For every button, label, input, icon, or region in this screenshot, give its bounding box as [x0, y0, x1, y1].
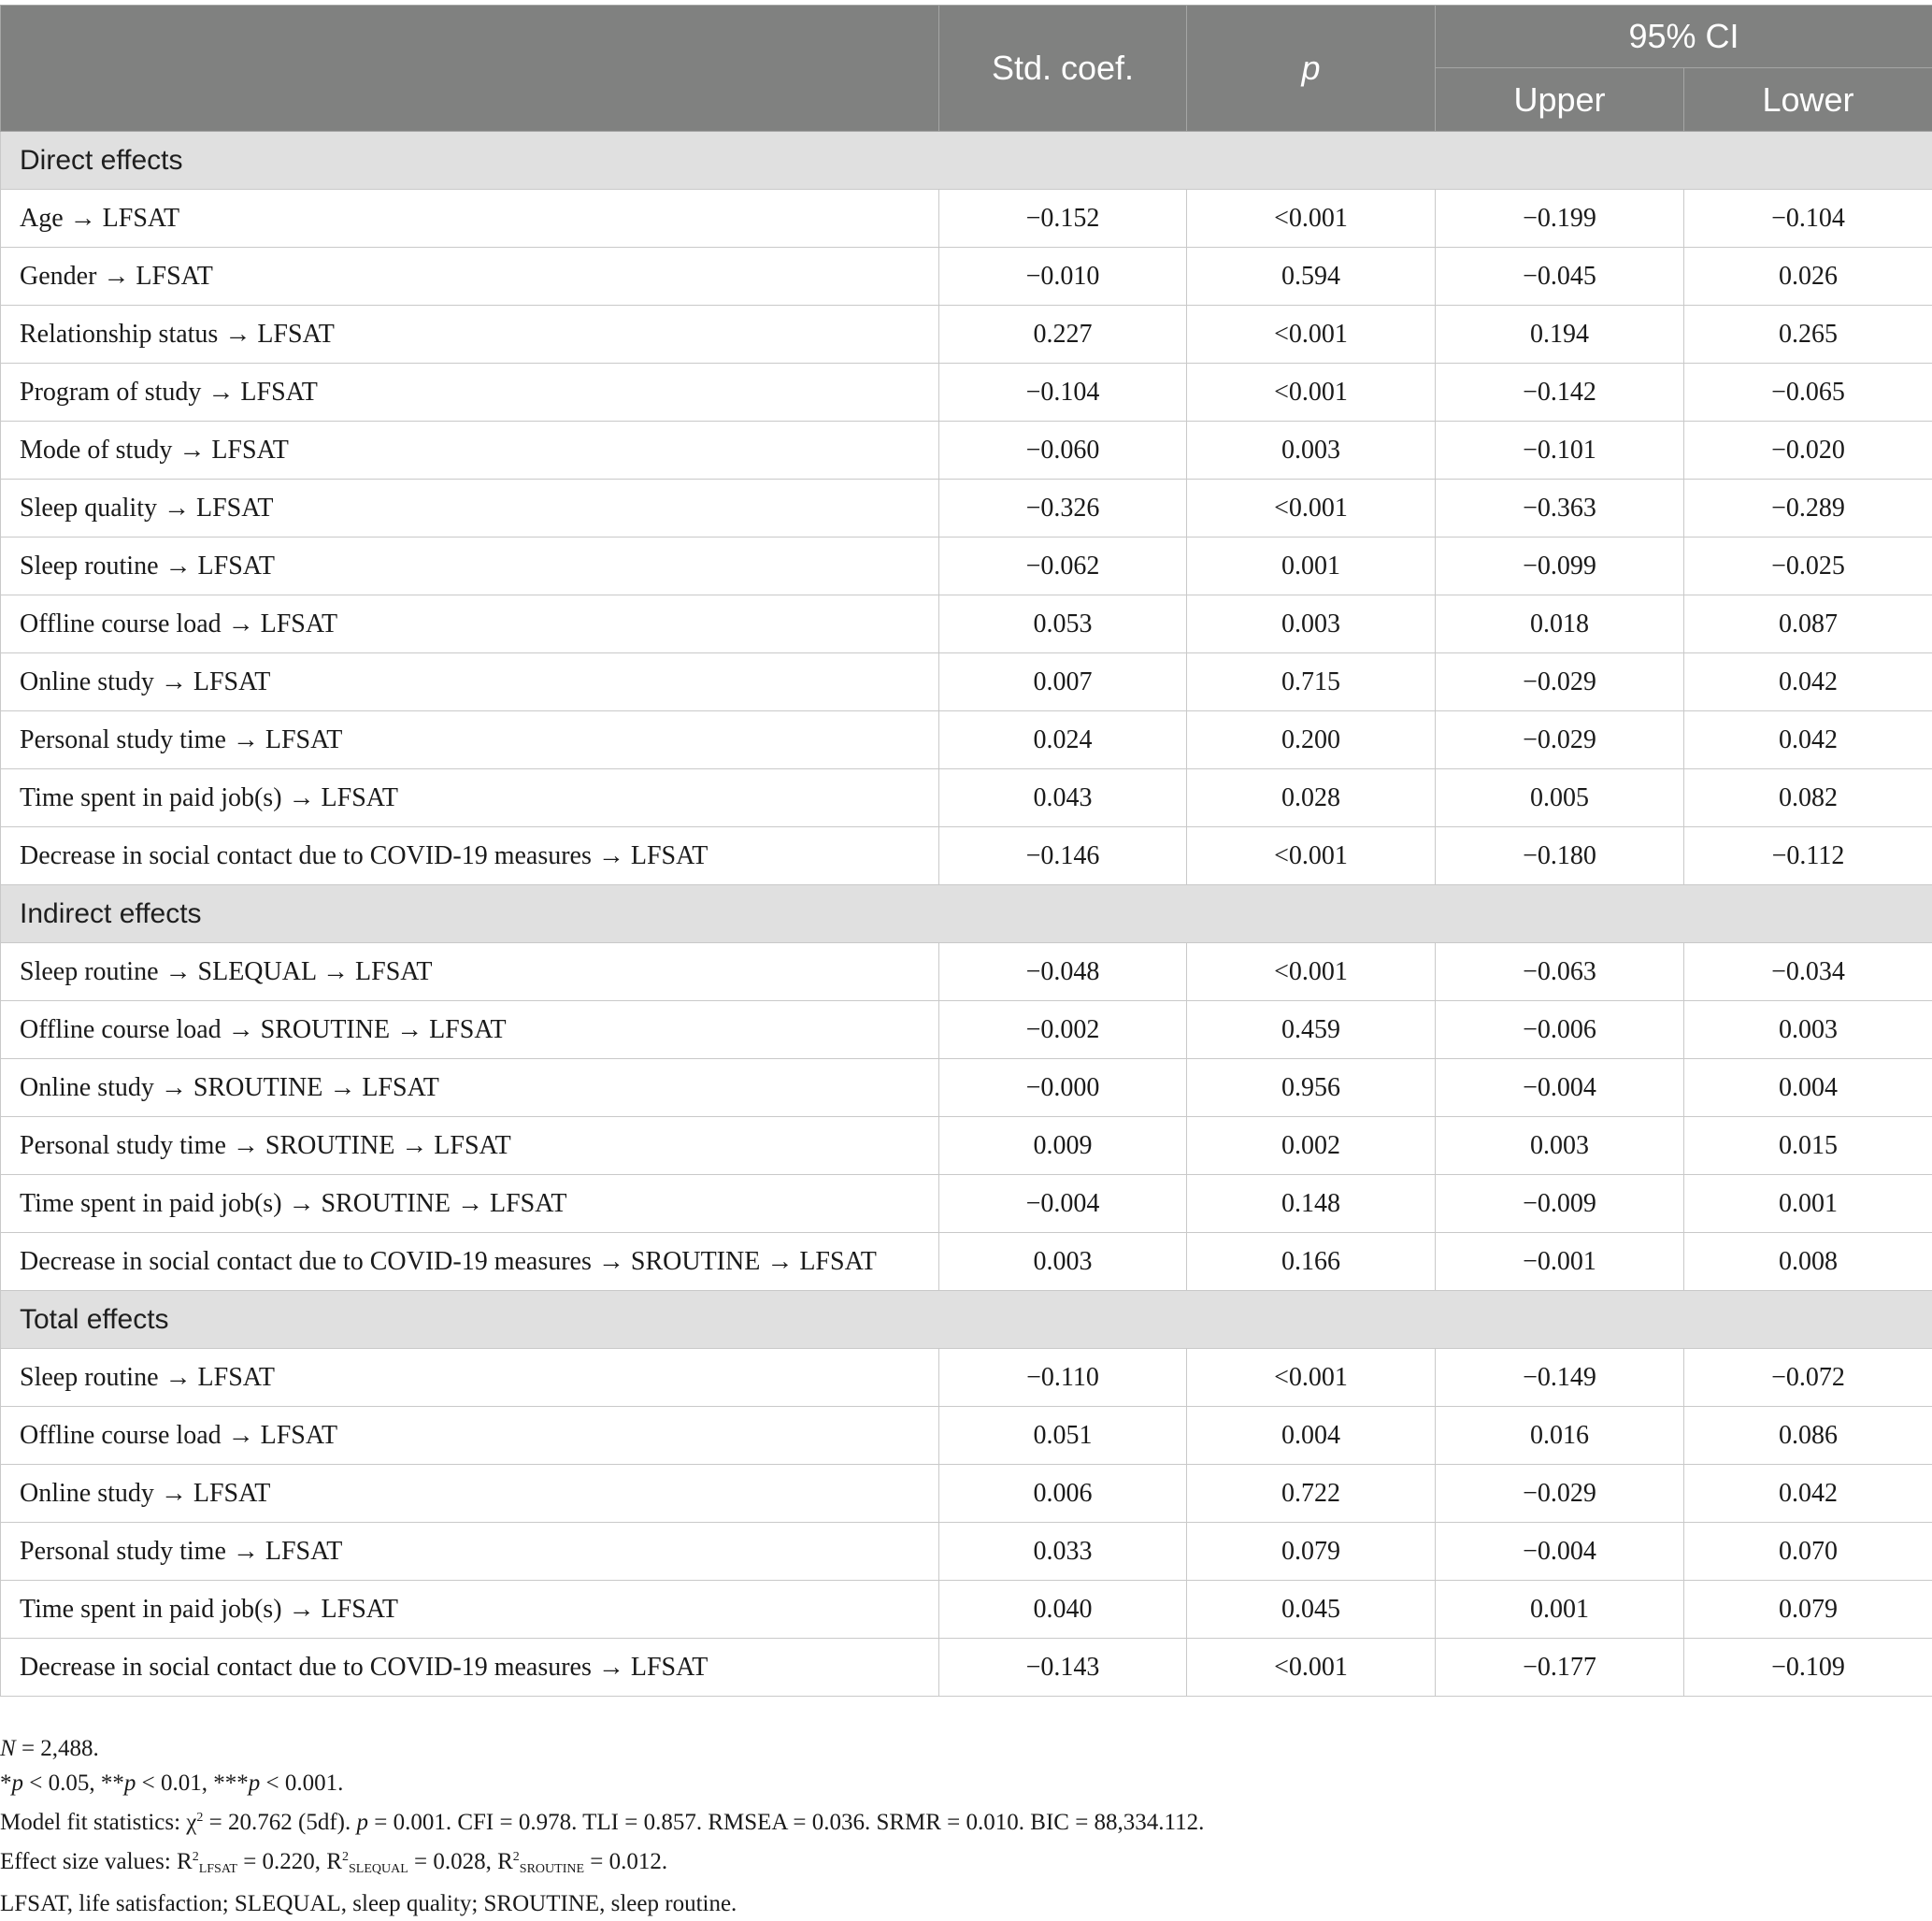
std-coef-value: −0.104: [939, 364, 1187, 422]
es-sub1: LFSAT: [199, 1862, 237, 1876]
sig-t3: < 0.001.: [260, 1770, 343, 1796]
p-value: 0.045: [1187, 1581, 1436, 1639]
effect-path: Time spent in paid job(s) → LFSAT: [1, 769, 939, 827]
std-coef-value: 0.006: [939, 1465, 1187, 1523]
header-ci: 95% CI: [1436, 6, 1932, 68]
table-row: [1, 711, 1932, 769]
ci-lower-value: 0.015: [1684, 1117, 1932, 1175]
table-row: [1, 1001, 1932, 1059]
section-title: Indirect effects: [1, 885, 1932, 943]
effect-path: Time spent in paid job(s) → SROUTINE → LFSAT: [1, 1175, 939, 1233]
ci-lower-value: −0.065: [1684, 364, 1932, 422]
results-table-container: [0, 5, 1932, 1697]
table-row: [1, 1465, 1932, 1523]
p-value: <0.001: [1187, 943, 1436, 1001]
table-row: [1, 1059, 1932, 1117]
header-upper: Upper: [1436, 68, 1684, 132]
std-coef-value: −0.010: [939, 248, 1187, 306]
effect-path: Decrease in social contact due to COVID-19 measures → LFSAT: [1, 1639, 939, 1697]
sig-t1: < 0.05, **: [23, 1770, 124, 1796]
ci-upper-value: 0.018: [1436, 595, 1684, 653]
ci-upper-value: −0.180: [1436, 827, 1684, 885]
fit-c: = 0.001. CFI = 0.978. TLI = 0.857. RMSEA = 0.036. SRMR = 0.010. BIC = 88,334.112.: [368, 1810, 1204, 1835]
ci-upper-value: −0.363: [1436, 480, 1684, 538]
std-coef-value: 0.009: [939, 1117, 1187, 1175]
section-header-row: [1, 1291, 1932, 1349]
std-coef-value: −0.062: [939, 538, 1187, 595]
p-value: <0.001: [1187, 190, 1436, 248]
table-header: [1, 6, 1932, 132]
ci-lower-value: 0.026: [1684, 248, 1932, 306]
p-value: 0.079: [1187, 1523, 1436, 1581]
ci-lower-value: −0.025: [1684, 538, 1932, 595]
effect-path: Personal study time → SROUTINE → LFSAT: [1, 1117, 939, 1175]
ci-upper-value: −0.001: [1436, 1233, 1684, 1291]
p-value: 0.594: [1187, 248, 1436, 306]
std-coef-value: −0.143: [939, 1639, 1187, 1697]
sig-p3: p: [249, 1770, 261, 1796]
ci-lower-value: 0.265: [1684, 306, 1932, 364]
n-label: N: [0, 1736, 16, 1761]
p-value: 0.459: [1187, 1001, 1436, 1059]
es-sup2: 2: [342, 1850, 349, 1864]
p-value: <0.001: [1187, 1639, 1436, 1697]
ci-lower-value: 0.082: [1684, 769, 1932, 827]
es-v2: = 0.028, R: [408, 1849, 513, 1874]
table-row: [1, 190, 1932, 248]
table-row: [1, 595, 1932, 653]
effect-path: Time spent in paid job(s) → LFSAT: [1, 1581, 939, 1639]
fit-a: Model fit statistics: χ: [0, 1810, 196, 1835]
effect-path: Sleep quality → LFSAT: [1, 480, 939, 538]
ci-upper-value: 0.194: [1436, 306, 1684, 364]
footnote-effect-size: [0, 1840, 1204, 1886]
table-row: [1, 1233, 1932, 1291]
p-value: <0.001: [1187, 1349, 1436, 1407]
p-value: 0.148: [1187, 1175, 1436, 1233]
p-value: 0.004: [1187, 1407, 1436, 1465]
ci-lower-value: 0.087: [1684, 595, 1932, 653]
table-row: [1, 1117, 1932, 1175]
std-coef-value: −0.000: [939, 1059, 1187, 1117]
ci-lower-value: −0.289: [1684, 480, 1932, 538]
n-value: = 2,488.: [16, 1736, 99, 1761]
table-row: [1, 422, 1932, 480]
table-row: [1, 1175, 1932, 1233]
header-lower: Lower: [1684, 68, 1932, 132]
ci-upper-value: 0.005: [1436, 769, 1684, 827]
effect-path: Offline course load → LFSAT: [1, 1407, 939, 1465]
footnote-abbreviations: LFSAT, life satisfaction; SLEQUAL, sleep quality; SROUTINE, sleep routine.: [0, 1886, 1204, 1921]
es-sub3: SROUTINE: [520, 1862, 584, 1876]
ci-upper-value: −0.099: [1436, 538, 1684, 595]
es-sub2: SLEQUAL: [349, 1862, 408, 1876]
footnote-significance: [0, 1766, 1204, 1800]
ci-lower-value: −0.072: [1684, 1349, 1932, 1407]
ci-upper-value: −0.029: [1436, 653, 1684, 711]
footnote-model-fit: [0, 1800, 1204, 1840]
ci-upper-value: −0.004: [1436, 1059, 1684, 1117]
effect-path: Program of study → LFSAT: [1, 364, 939, 422]
std-coef-value: −0.002: [939, 1001, 1187, 1059]
results-table: [0, 5, 1932, 1697]
p-value: 0.003: [1187, 422, 1436, 480]
effect-path: Offline course load → SROUTINE → LFSAT: [1, 1001, 939, 1059]
ci-upper-value: −0.199: [1436, 190, 1684, 248]
std-coef-value: 0.033: [939, 1523, 1187, 1581]
ci-lower-value: 0.001: [1684, 1175, 1932, 1233]
effect-path: Offline course load → LFSAT: [1, 595, 939, 653]
effect-path: Personal study time → LFSAT: [1, 1523, 939, 1581]
section-header-row: [1, 132, 1932, 190]
effect-path: Decrease in social contact due to COVID-19 measures → LFSAT: [1, 827, 939, 885]
effect-path: Relationship status → LFSAT: [1, 306, 939, 364]
p-value: 0.001: [1187, 538, 1436, 595]
ci-lower-value: 0.004: [1684, 1059, 1932, 1117]
table-row: [1, 943, 1932, 1001]
effect-path: Sleep routine → LFSAT: [1, 1349, 939, 1407]
es-v1: = 0.220, R: [237, 1849, 342, 1874]
fit-sup: 2: [196, 1811, 203, 1825]
std-coef-value: 0.227: [939, 306, 1187, 364]
p-value: <0.001: [1187, 306, 1436, 364]
ci-upper-value: −0.009: [1436, 1175, 1684, 1233]
table-row: [1, 1523, 1932, 1581]
p-value: 0.715: [1187, 653, 1436, 711]
p-value: 0.722: [1187, 1465, 1436, 1523]
es-sup3: 2: [513, 1850, 520, 1864]
table-row: [1, 1581, 1932, 1639]
p-value: <0.001: [1187, 480, 1436, 538]
ci-upper-value: −0.063: [1436, 943, 1684, 1001]
table-body: [1, 132, 1932, 1697]
std-coef-value: 0.040: [939, 1581, 1187, 1639]
sig-t2: < 0.01, ***: [136, 1770, 248, 1796]
ci-upper-value: 0.003: [1436, 1117, 1684, 1175]
ci-lower-value: −0.034: [1684, 943, 1932, 1001]
std-coef-value: 0.003: [939, 1233, 1187, 1291]
table-row: [1, 306, 1932, 364]
table-row: [1, 1407, 1932, 1465]
effect-path: Online study → LFSAT: [1, 653, 939, 711]
es-label: Effect size values: R: [0, 1849, 193, 1874]
ci-lower-value: −0.112: [1684, 827, 1932, 885]
std-coef-value: −0.110: [939, 1349, 1187, 1407]
ci-upper-value: −0.006: [1436, 1001, 1684, 1059]
p-value: 0.956: [1187, 1059, 1436, 1117]
std-coef-value: 0.024: [939, 711, 1187, 769]
effect-path: Age → LFSAT: [1, 190, 939, 248]
std-coef-value: 0.051: [939, 1407, 1187, 1465]
section-title: Total effects: [1, 1291, 1932, 1349]
sig-star: *: [0, 1770, 12, 1796]
p-value: 0.166: [1187, 1233, 1436, 1291]
ci-upper-value: −0.004: [1436, 1523, 1684, 1581]
sig-p2: p: [124, 1770, 136, 1796]
std-coef-value: 0.007: [939, 653, 1187, 711]
ci-lower-value: 0.079: [1684, 1581, 1932, 1639]
footnote-n: [0, 1731, 1204, 1766]
std-coef-value: −0.146: [939, 827, 1187, 885]
table-row: [1, 538, 1932, 595]
es-sup1: 2: [193, 1850, 199, 1864]
std-coef-value: −0.152: [939, 190, 1187, 248]
ci-lower-value: 0.042: [1684, 653, 1932, 711]
table-row: [1, 364, 1932, 422]
ci-upper-value: −0.029: [1436, 1465, 1684, 1523]
ci-upper-value: −0.177: [1436, 1639, 1684, 1697]
effect-path: Online study → LFSAT: [1, 1465, 939, 1523]
fit-p: p: [356, 1810, 368, 1835]
p-value: <0.001: [1187, 827, 1436, 885]
section-title: Direct effects: [1, 132, 1932, 190]
p-value: 0.002: [1187, 1117, 1436, 1175]
header-p: p: [1187, 6, 1436, 132]
header-std-coef: Std. coef.: [939, 6, 1187, 132]
effect-path: Mode of study → LFSAT: [1, 422, 939, 480]
table-row: [1, 480, 1932, 538]
effect-path: Decrease in social contact due to COVID-19 measures → SROUTINE → LFSAT: [1, 1233, 939, 1291]
ci-lower-value: −0.109: [1684, 1639, 1932, 1697]
std-coef-value: −0.326: [939, 480, 1187, 538]
p-value: <0.001: [1187, 364, 1436, 422]
header-blank-cell: [1, 6, 939, 132]
es-v3: = 0.012.: [584, 1849, 667, 1874]
ci-lower-value: 0.070: [1684, 1523, 1932, 1581]
effect-path: Sleep routine → LFSAT: [1, 538, 939, 595]
ci-upper-value: 0.001: [1436, 1581, 1684, 1639]
effect-path: Gender → LFSAT: [1, 248, 939, 306]
p-value: 0.028: [1187, 769, 1436, 827]
ci-upper-value: −0.101: [1436, 422, 1684, 480]
std-coef-value: −0.060: [939, 422, 1187, 480]
ci-lower-value: 0.042: [1684, 1465, 1932, 1523]
table-row: [1, 769, 1932, 827]
ci-upper-value: −0.029: [1436, 711, 1684, 769]
std-coef-value: 0.053: [939, 595, 1187, 653]
ci-lower-value: 0.086: [1684, 1407, 1932, 1465]
p-value: 0.200: [1187, 711, 1436, 769]
std-coef-value: −0.004: [939, 1175, 1187, 1233]
std-coef-value: 0.043: [939, 769, 1187, 827]
sig-p1: p: [12, 1770, 24, 1796]
ci-lower-value: 0.008: [1684, 1233, 1932, 1291]
p-value: 0.003: [1187, 595, 1436, 653]
ci-upper-value: −0.142: [1436, 364, 1684, 422]
effect-path: Online study → SROUTINE → LFSAT: [1, 1059, 939, 1117]
section-header-row: [1, 885, 1932, 943]
ci-lower-value: 0.042: [1684, 711, 1932, 769]
ci-upper-value: −0.149: [1436, 1349, 1684, 1407]
table-row: [1, 653, 1932, 711]
ci-upper-value: 0.016: [1436, 1407, 1684, 1465]
table-row: [1, 1639, 1932, 1697]
ci-lower-value: 0.003: [1684, 1001, 1932, 1059]
table-row: [1, 827, 1932, 885]
std-coef-value: −0.048: [939, 943, 1187, 1001]
effect-path: Sleep routine → SLEQUAL → LFSAT: [1, 943, 939, 1001]
ci-lower-value: −0.020: [1684, 422, 1932, 480]
table-footnotes: [0, 1731, 1204, 1921]
table-row: [1, 248, 1932, 306]
effect-path: Personal study time → LFSAT: [1, 711, 939, 769]
table-row: [1, 1349, 1932, 1407]
fit-b: = 20.762 (5df).: [203, 1810, 356, 1835]
ci-lower-value: −0.104: [1684, 190, 1932, 248]
ci-upper-value: −0.045: [1436, 248, 1684, 306]
